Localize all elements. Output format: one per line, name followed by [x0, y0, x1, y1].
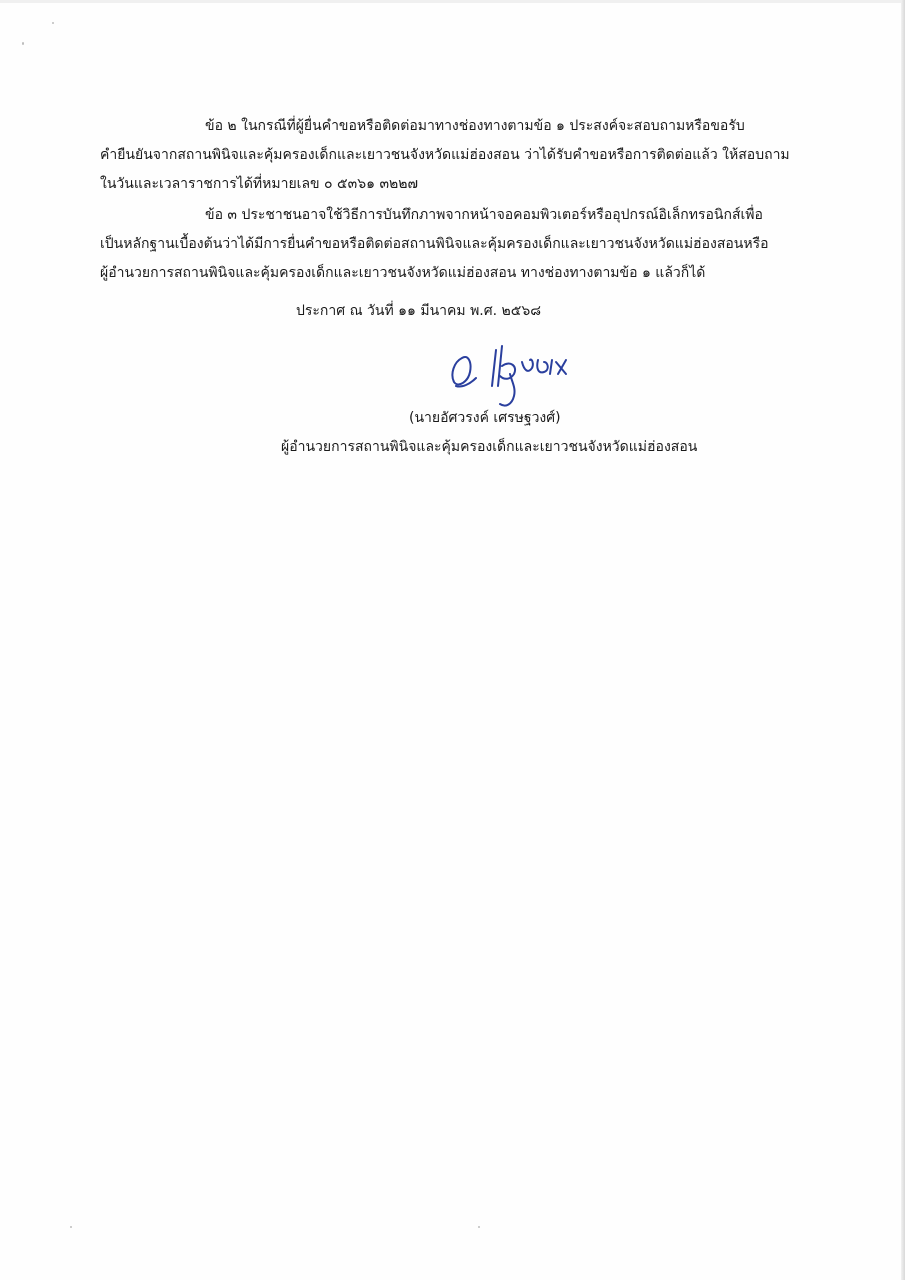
- clause-3-line: เป็นหลักฐานเบื้องต้นว่าได้มีการยื่นคำขอหรือติดต่อสถานพินิจและคุ้มครองเด็กและเยาวชนจังหวัดแม่ฮ่องสอนหรือ: [100, 236, 769, 252]
- clause-2-paragraph: [100, 112, 805, 199]
- signer-name: (นายอัศวรงค์ เศรษฐวงศ์): [409, 410, 561, 426]
- announcement-date: ประกาศ ณ วันที่ ๑๑ มีนาคม พ.ศ. ๒๕๖๘: [296, 303, 542, 319]
- clause-2-line: ในวันและเวลาราชการได้ที่หมายเลข ๐ ๕๓๖๑ ๓๒๒๗: [100, 176, 418, 192]
- clause-2-line: คำยืนยันจากสถานพินิจและคุ้มครองเด็กและเยาวชนจังหวัดแม่ฮ่องสอน ว่าได้รับคำขอหรือการติดต่อแล้ว ให้สอบถาม: [100, 147, 790, 163]
- scan-speck: [52, 22, 54, 24]
- clause-3-paragraph: [100, 201, 805, 288]
- handwritten-signature: [440, 330, 580, 408]
- scan-speck: [70, 1226, 72, 1228]
- scan-edge-top: [0, 0, 905, 3]
- clause-3-line: ผู้อำนวยการสถานพินิจและคุ้มครองเด็กและเยาวชนจังหวัดแม่ฮ่องสอน ทางช่องทางตามข้อ ๑ แล้วก็ได้: [100, 265, 706, 281]
- scan-speck: [478, 1226, 480, 1228]
- clause-3-line: ข้อ ๓ ประชาชนอาจใช้วิธีการบันทึกภาพจากหน้าจอคอมพิวเตอร์หรืออุปกรณ์อิเล็กทรอนิกส์เพื่อ: [205, 207, 763, 223]
- clause-2-line: ข้อ ๒ ในกรณีที่ผู้ยื่นคำขอหรือติดต่อมาทางช่องทางตามข้อ ๑ ประสงค์จะสอบถามหรือขอรับ: [205, 118, 745, 134]
- signer-position: ผู้อำนวยการสถานพินิจและคุ้มครองเด็กและเยาวชนจังหวัดแม่ฮ่องสอน: [281, 439, 698, 455]
- scan-speck: [22, 42, 24, 45]
- scan-edge-right: [901, 0, 905, 1280]
